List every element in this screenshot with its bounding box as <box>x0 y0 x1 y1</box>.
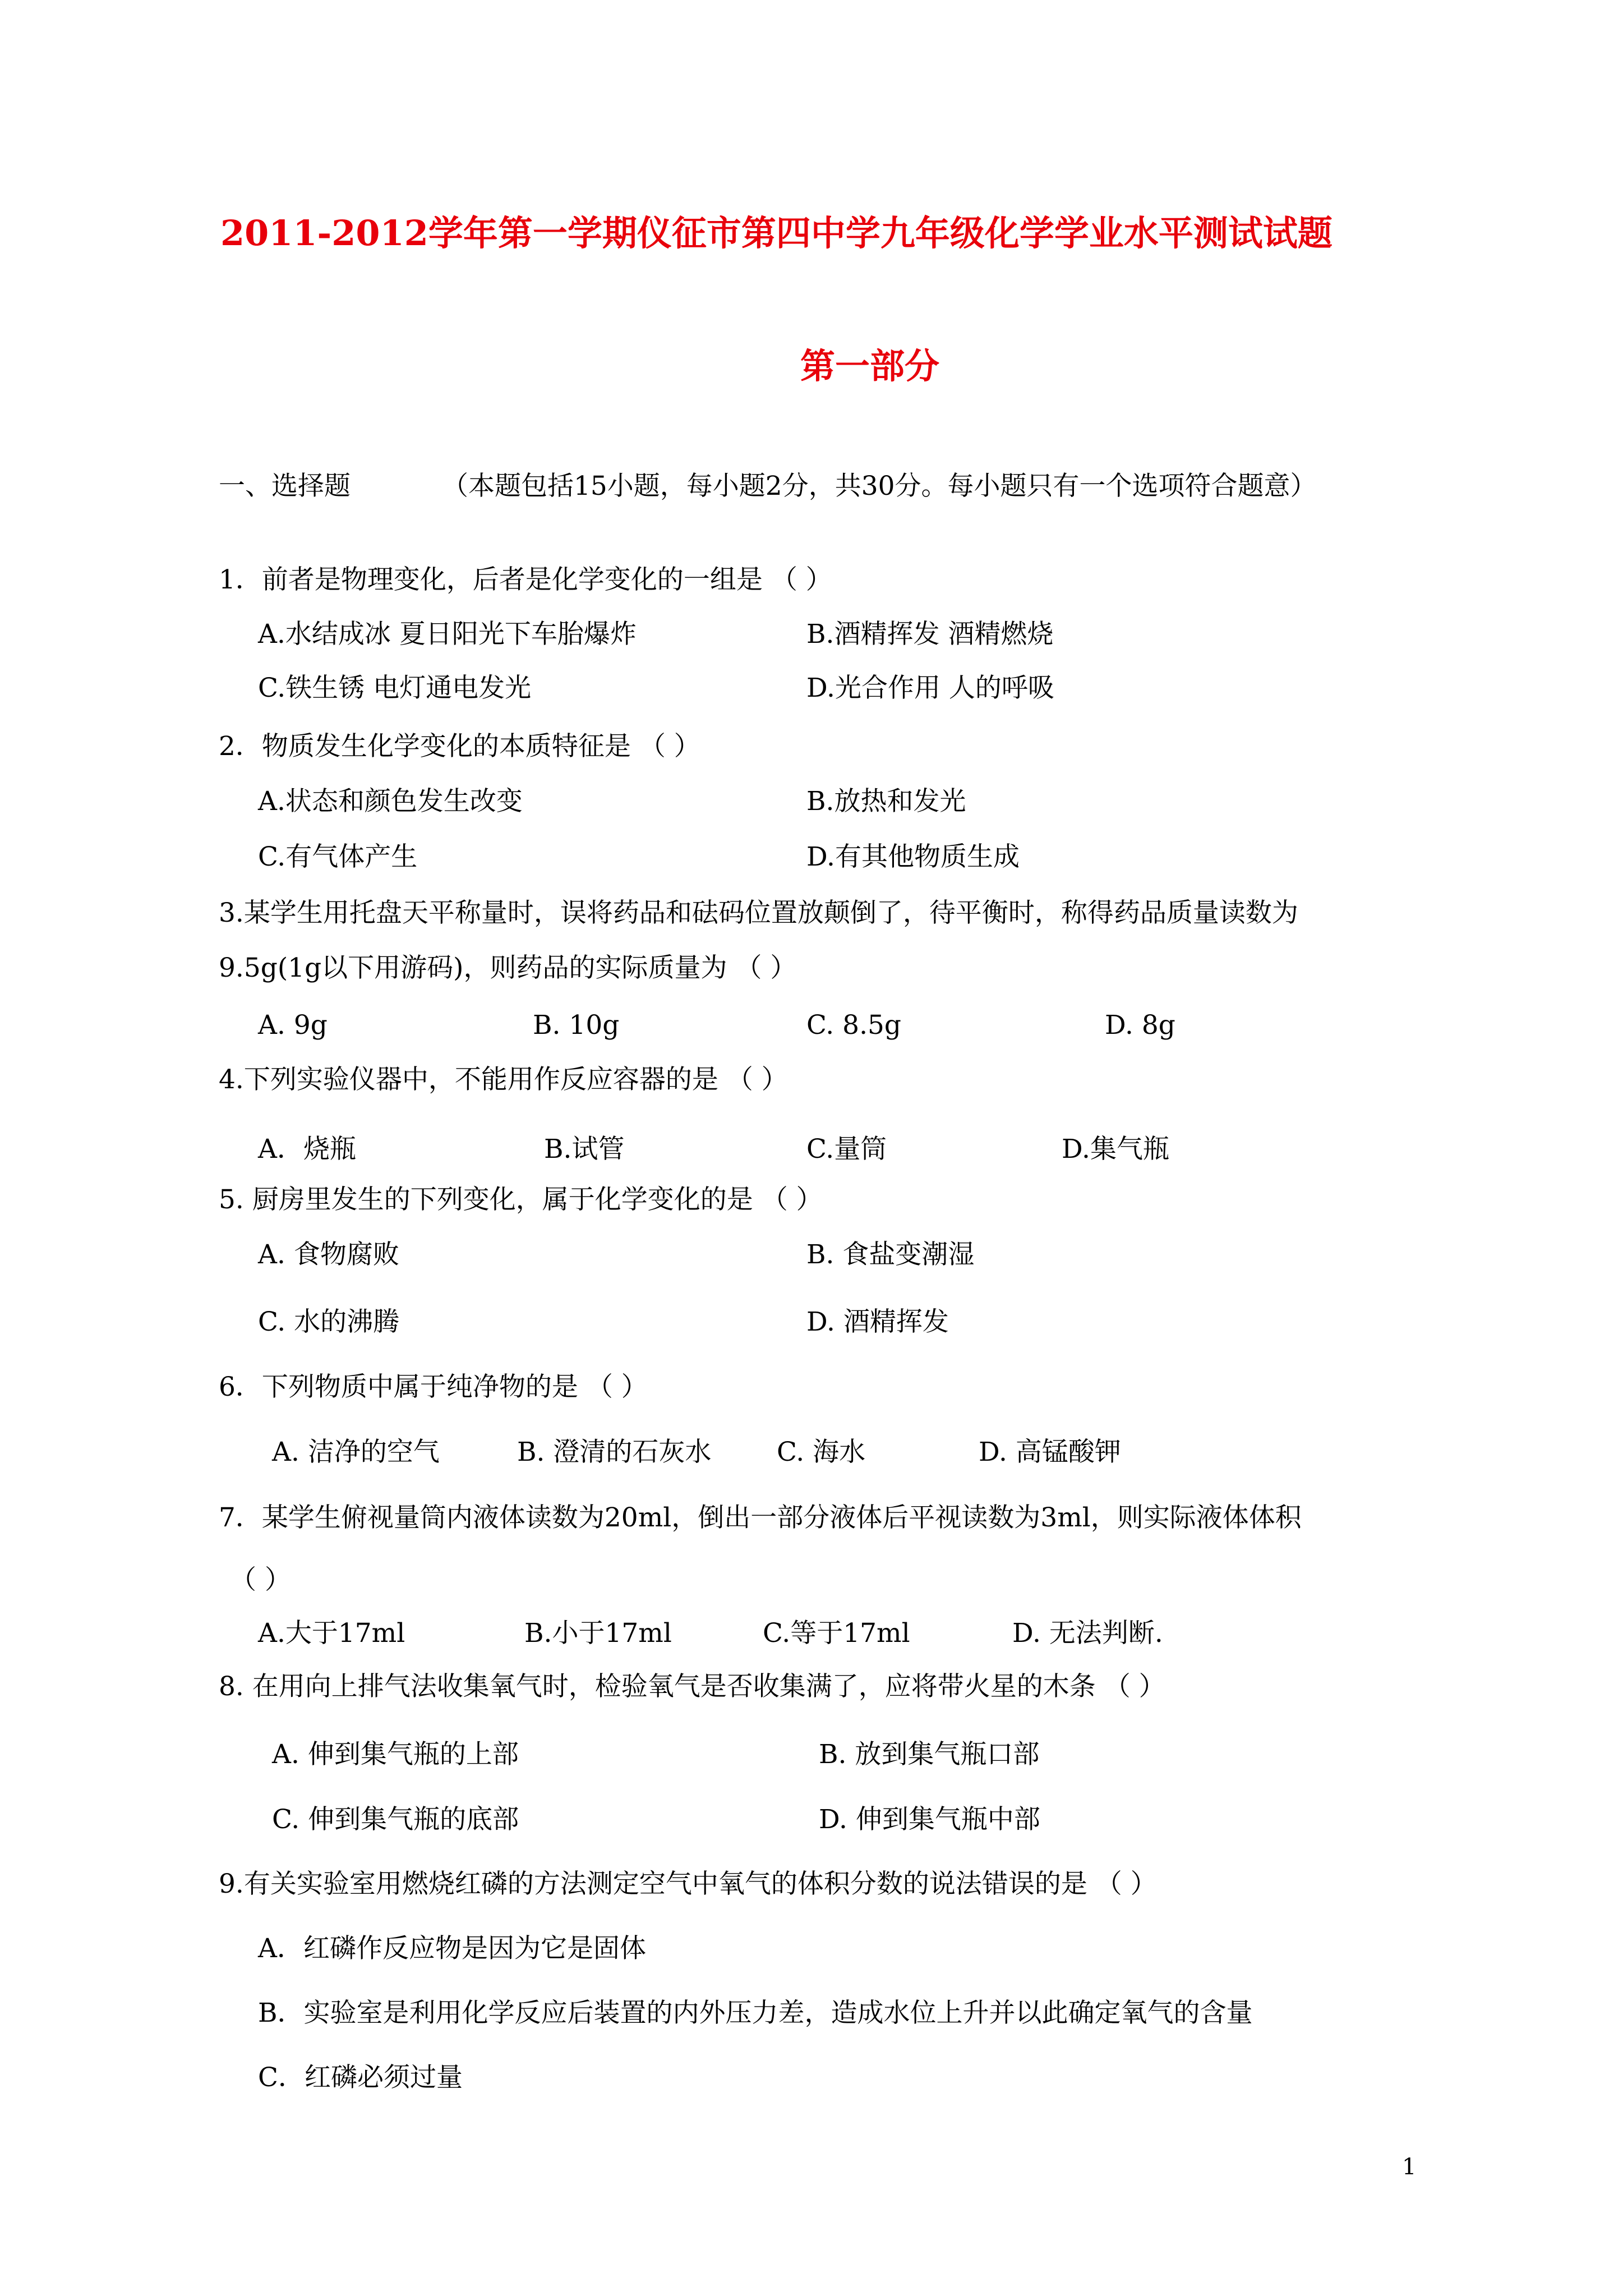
question-3-stem: 3.某学生用托盘天平称量时，误将药品和砝码位置放颠倒了，待平衡时，称得药品质量读数为 <box>219 898 1298 928</box>
q8-option-b: B. 放到集气瓶口部 <box>819 1739 1040 1770</box>
q2-option-a: A.状态和颜色发生改变 <box>258 786 523 817</box>
q7-option-b: B.小于17ml <box>524 1618 672 1649</box>
q5-option-d: D. 酒精挥发 <box>806 1306 949 1337</box>
q3-option-d: D. 8g <box>1105 1010 1175 1041</box>
q1-option-a: A.水结成冰 夏日阳光下车胎爆炸 <box>258 619 637 650</box>
q1-option-b: B.酒精挥发 酒精燃烧 <box>806 619 1054 650</box>
page-number: 1 <box>1402 2154 1417 2180</box>
question-6-stem: 6．下列物质中属于纯净物的是 （ ） <box>219 1372 648 1402</box>
q8-option-d: D. 伸到集气瓶中部 <box>819 1804 1040 1835</box>
q9-option-a: A．红磷作反应物是因为它是固体 <box>258 1933 646 1964</box>
q7-option-d: D. 无法判断. <box>1012 1618 1163 1649</box>
question-1-stem: 1．前者是物理变化，后者是化学变化的一组是 （ ） <box>219 564 832 595</box>
q6-option-a: A. 洁净的空气 <box>272 1437 440 1467</box>
q7-option-a: A.大于17ml <box>258 1618 405 1649</box>
q2-option-b: B.放热和发光 <box>806 786 966 817</box>
question-4-stem: 4.下列实验仪器中，不能用作反应容器的是 （ ） <box>219 1064 788 1095</box>
q2-option-c: C.有气体产生 <box>258 841 418 872</box>
q4-option-c: C.量筒 <box>806 1134 887 1165</box>
q5-option-c: C. 水的沸腾 <box>258 1306 400 1337</box>
q5-option-a: A. 食物腐败 <box>258 1239 399 1270</box>
question-3-stem-cont: 9.5g(1g以下用游码)，则药品的实际质量为 （ ） <box>219 953 797 983</box>
part-heading: 第一部分 <box>800 346 940 386</box>
question-8-stem: 8. 在用向上排气法收集氧气时，检验氧气是否收集满了，应将带火星的木条 （ ） <box>219 1671 1165 1702</box>
document-title: 2011-2012学年第一学期仪征市第四中学九年级化学学业水平测试试题 <box>220 213 1332 254</box>
section-note: （本题包括15小题，每小题2分，共30分。每小题只有一个选项符合题意） <box>442 471 1317 501</box>
question-7-stem: 7．某学生俯视量筒内液体读数为20ml，倒出一部分液体后平视读数为3ml，则实际液体体积 <box>219 1502 1302 1533</box>
q6-option-d: D. 高锰酸钾 <box>979 1437 1121 1467</box>
question-2-stem: 2．物质发生化学变化的本质特征是 （ ） <box>219 731 700 762</box>
q1-option-d: D.光合作用 人的呼吸 <box>806 673 1054 703</box>
q9-option-c: C．红磷必须过量 <box>258 2062 463 2093</box>
q4-option-b: B.试管 <box>544 1134 625 1165</box>
q7-option-c: C.等于17ml <box>763 1618 910 1649</box>
question-9-stem: 9.有关实验室用燃烧红磷的方法测定空气中氧气的体积分数的说法错误的是 （ ） <box>219 1869 1157 1899</box>
question-5-stem: 5. 厨房里发生的下列变化，属于化学变化的是 （ ） <box>219 1184 823 1215</box>
q6-option-c: C. 海水 <box>777 1437 866 1467</box>
q3-option-a: A. 9g <box>258 1010 328 1041</box>
q6-option-b: B. 澄清的石灰水 <box>517 1437 712 1467</box>
q5-option-b: B. 食盐变潮湿 <box>806 1239 975 1270</box>
section-label: 一、选择题 <box>219 471 351 501</box>
q1-option-c: C.铁生锈 电灯通电发光 <box>258 673 532 703</box>
q2-option-d: D.有其他物质生成 <box>806 841 1020 872</box>
question-7-stem-cont: （ ） <box>230 1565 291 1595</box>
q8-option-c: C. 伸到集气瓶的底部 <box>272 1804 519 1835</box>
q3-option-b: B. 10g <box>533 1010 620 1041</box>
q4-option-d: D.集气瓶 <box>1062 1134 1169 1165</box>
q4-option-a: A．烧瓶 <box>258 1134 356 1165</box>
q8-option-a: A. 伸到集气瓶的上部 <box>272 1739 519 1770</box>
q9-option-b: B．实验室是利用化学反应后装置的内外压力差，造成水位上升并以此确定氧气的含量 <box>258 1998 1253 2028</box>
q3-option-c: C. 8.5g <box>806 1010 901 1041</box>
